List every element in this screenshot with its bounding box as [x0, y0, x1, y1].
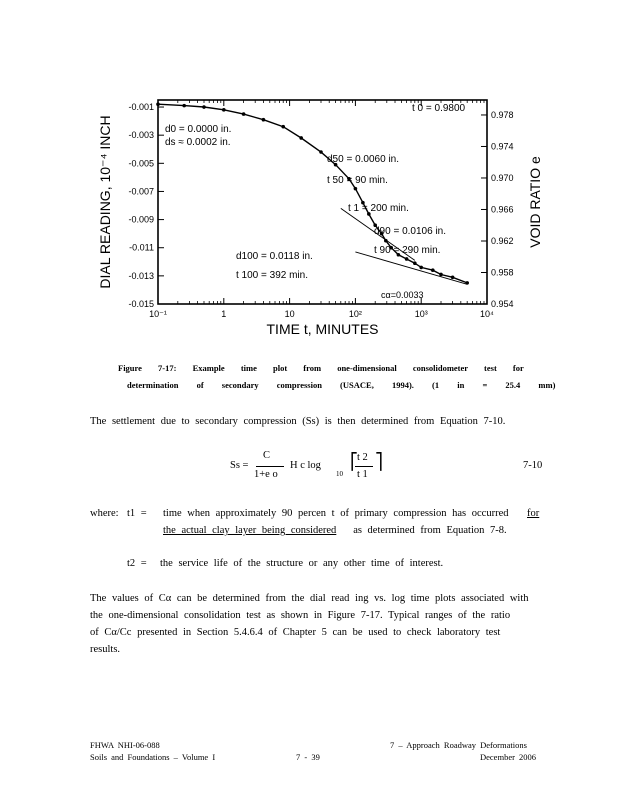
t1-definition-underlined-for: for	[527, 508, 540, 519]
equation-t1: t 1	[357, 469, 368, 480]
annotation-c-alpha: cα=0.0033	[381, 290, 424, 300]
y-right-tick-label: 0.958	[491, 267, 514, 278]
y-left-tick-label: -0.005	[128, 158, 154, 169]
footer-volume: Soils and Foundations – Volume I	[90, 752, 216, 762]
annotation-ds: ds ≈ 0.0002 in.	[165, 137, 231, 148]
y-right-tick-label: 0.966	[491, 204, 514, 215]
annotation-t0: t 0 = 0.9800	[412, 103, 466, 114]
annotation-t90: t 90 = 290 min.	[374, 245, 441, 256]
paragraph-values-line4: results.	[90, 644, 121, 655]
data-point	[262, 118, 266, 122]
y-right-tick-label: 0.974	[491, 141, 514, 152]
left-bracket: ⎡	[350, 454, 358, 471]
right-bracket: ⎤	[375, 454, 383, 471]
x-tick-label: 10	[284, 309, 295, 319]
equation-t2: t 2	[357, 452, 368, 463]
x-tick-label: 10²	[348, 309, 362, 319]
data-point	[202, 105, 206, 109]
footer-report-number: FHWA NHI-06-088	[90, 740, 160, 750]
annotation-t100: t 100 = 392 min.	[236, 270, 308, 281]
tangent-line-secondary	[355, 252, 467, 284]
figure-caption-line1: Figure 7-17: Example time plot from one-dimensional consolidometer test for	[118, 363, 524, 373]
annotation-d90: d90 = 0.0106 in.	[374, 226, 447, 237]
x-axis-label: TIME t, MINUTES	[266, 321, 379, 337]
t1-definition-a: time when approximately 90 percen t of primary compression has occurred	[163, 508, 509, 519]
fraction-bar-t	[355, 466, 373, 467]
equation-lhs: Ss =	[230, 460, 249, 471]
annotation-t50: t 50 = 90 min.	[327, 175, 388, 186]
equation-numerator: C	[263, 450, 271, 461]
y-left-tick-label: -0.003	[128, 130, 154, 141]
annotation-d50: d50 = 0.0060 in.	[327, 154, 400, 165]
y-right-axis-label: VOID RATIO e	[527, 156, 543, 248]
y-right-tick-label: 0.970	[491, 172, 514, 183]
equation-number: 7-10	[523, 460, 543, 471]
paragraph-values-line3: of Cα/Cc presented in Section 5.4.6.4 of Chapter 5 can be used to check laboratory test	[90, 627, 501, 638]
annotation-d0: d0 = 0.0000 in.	[165, 124, 232, 135]
y-left-tick-label: -0.009	[128, 214, 154, 225]
data-point	[431, 268, 435, 272]
data-point	[281, 125, 285, 129]
consolidation-time-plot	[0, 0, 618, 340]
data-point	[299, 136, 303, 140]
equation-7-10	[230, 450, 390, 490]
data-point	[182, 104, 186, 108]
t1-definition-b-line	[163, 522, 507, 539]
paragraph-settlement: The settlement due to secondary compression (Ss) is then determined from Equation 7-10.	[90, 416, 506, 427]
data-point	[451, 275, 455, 279]
data-point	[222, 108, 226, 112]
footer-date: December 2006	[480, 752, 537, 762]
t1-definition-underlined-layer: the actual clay layer being considered	[163, 525, 337, 536]
t2-symbol: t2 =	[127, 558, 147, 569]
y-right-tick-label: 0.962	[491, 235, 514, 246]
y-right-tick-label: 0.978	[491, 109, 514, 120]
annotation-d100: d100 = 0.0118 in.	[236, 251, 313, 262]
y-left-tick-label: -0.011	[129, 242, 154, 253]
equation-denominator: 1+e o	[254, 469, 278, 480]
data-point	[419, 266, 423, 270]
data-point	[354, 187, 358, 191]
x-tick-label: 10⁻¹	[149, 309, 167, 319]
x-tick-label: 10⁴	[480, 309, 494, 319]
paragraph-values-line1: The values of Cα can be determined from the dial read ing vs. log time plots associated with	[90, 593, 529, 604]
data-point	[242, 112, 246, 116]
footer-chapter: 7 – Approach Roadway Deformations	[390, 740, 527, 750]
x-tick-label: 1	[221, 309, 227, 319]
fraction-bar	[256, 466, 284, 467]
y-left-tick-label: -0.001	[128, 102, 154, 113]
y-right-tick-label: 0.954	[491, 299, 514, 309]
y-left-tick-label: -0.013	[128, 270, 154, 281]
data-point	[413, 261, 417, 265]
t1-definition-b: as determined from Equation 7-8.	[353, 525, 507, 536]
y-left-tick-label: -0.007	[128, 186, 154, 197]
y-left-tick-label: -0.015	[128, 299, 154, 309]
equation-log-base: 10	[336, 470, 343, 478]
figure-caption-line2: determination of secondary compression (USACE, 1994). (1 in = 25.4 mm)	[127, 380, 556, 390]
equation-hc: H c log	[290, 460, 321, 471]
data-point	[156, 102, 160, 106]
t2-definition: the service life of the structure or any other time of interest.	[160, 558, 444, 569]
data-point	[405, 257, 409, 261]
y-left-axis-label: DIAL READING, 10⁻⁴ INCH	[97, 115, 113, 289]
footer-page-number: 7 - 39	[296, 752, 320, 762]
annotation-t1: t 1 = 200 min.	[348, 203, 409, 214]
data-point	[439, 273, 443, 277]
x-tick-label: 10³	[414, 309, 428, 319]
paragraph-values-line2: the one-dimensional consolidation test as shown in Figure 7-17. Typical ranges of the ratio	[90, 610, 511, 621]
t1-symbol: t1 =	[127, 508, 147, 519]
data-point	[319, 150, 323, 154]
where-label: where:	[90, 508, 119, 519]
